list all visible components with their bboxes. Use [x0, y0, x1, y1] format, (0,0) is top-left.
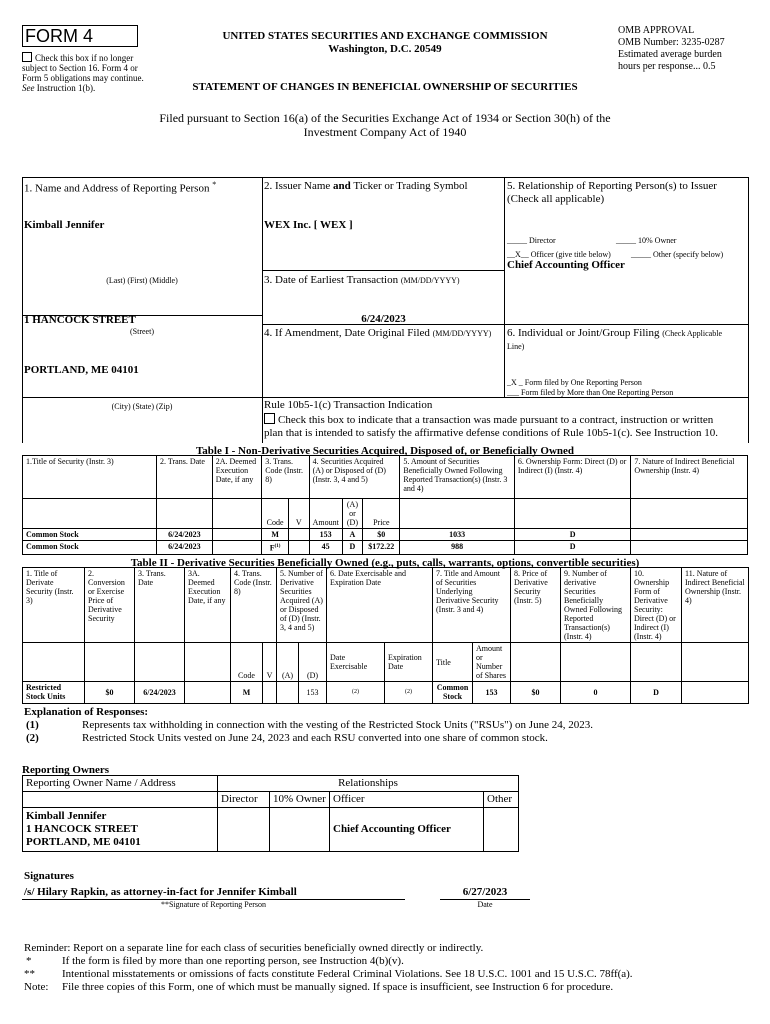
- reporting-owners-table: Reporting Owner Name / Address Relationships Director 10% Owner Officer Other Kimball Jennifer 1 HANCOCK STREET PORTLAND, ME 04101 Chief Accounting Officer: [22, 775, 519, 852]
- name-fields-label: (Last) (First) (Middle): [106, 276, 178, 285]
- table-row: Common Stock 6/24/2023 $F^{(1)}$ 45 D $172.22 988 D: [23, 541, 748, 555]
- box3-label: 3. Date of Earliest Transaction (MM/DD/YYYY): [264, 274, 460, 286]
- t1-h-deemed: 2A. Deemed Execution Date, if any: [212, 456, 261, 499]
- signature-date: 6/27/2023: [462, 886, 508, 898]
- signature-value: /s/ Hilary Rapkin, as attorney-in-fact for Jennifer Kimball: [24, 886, 297, 898]
- reporting-person-name: Kimball Jennifer: [24, 219, 105, 231]
- note-1-mark: *: [26, 955, 32, 967]
- officer-title: Chief Accounting Officer: [507, 259, 625, 271]
- rule-10b5-checkbox[interactable]: [264, 413, 275, 424]
- t1-sub-amount: Amount: [309, 499, 342, 529]
- table2: 1. Title of Derivate Security (Instr. 3) 2. Conversion or Exercise Price of Derivative Security 3. Trans. Date 3A. Deemed Execution Date, if any 4. Trans. Code (Instr. 8) 5. Number of Derivative Securities Acquired (A) or Disposed of (D) (Instr. 3, 4 and 5) 6. Date Exercisable and Expiration Date 7. Title and Amount of Securities Underlying Derivative Security (Instr. 3 and 4) 8. Price of Derivative Security (Instr. 5) 9. Number of derivative Securities Beneficially Owned Following Reported Transaction(s) (Instr. 4) 10. Ownership Form of Derivative Security: Direct (D) or Indirect (I) (Instr. 4) 11. Nature of Indirect Beneficial Ownership (Instr. 4) Code V (A) (D) Date Exercisable Expiration Date Title Amount or Number of Shares Restricted Stock Units $0 6/24/2023 M 153 (2) (2) Common Stock 153 $0 0 D: [22, 567, 749, 704]
- box4-label: 4. If Amendment, Date Original Filed (MM/DD/YYYY): [264, 327, 492, 339]
- t2-h-underlying: 7. Title and Amount of Securities Underlying Derivative Security (Instr. 3 and 4): [433, 568, 511, 643]
- explanation-text-2: Restricted Stock Units vested on June 24, 2023 and each RSU converted into one share of common stock.: [82, 732, 548, 744]
- note-1-text: If the form is filed by more than one reporting person, see Instruction 4(b)(v).: [62, 955, 404, 967]
- box2-label: 2. Issuer Name and Ticker or Trading Symbol: [264, 180, 468, 192]
- box1-label: 1. Name and Address of Reporting Person *: [24, 180, 217, 195]
- t1-sub-aord: (A) or (D): [342, 499, 363, 529]
- explanation-heading: Explanation of Responses:: [24, 706, 149, 718]
- multi-person-option: ___ Form filed by More than One Reporting Person: [507, 388, 674, 397]
- box6-label: 6. Individual or Joint/Group Filing (Check Applicable Line): [507, 327, 722, 351]
- omb-approval: OMB APPROVAL OMB Number: 3235-0287 Estimated average burden hours per response... 0.5: [618, 25, 725, 72]
- note-3-text: File three copies of this Form, one of which must be manually signed. If space is insufficient, see Instruction 6 for procedure.: [62, 981, 614, 993]
- table1-title: Table I - Non-Derivative Securities Acquired, Disposed of, or Beneficially Owned: [195, 445, 575, 457]
- agency-city: Washington, D.C. 20549: [328, 43, 442, 55]
- city-fields-label: (City) (State) (Zip): [111, 402, 173, 411]
- no-longer-subject-checkbox[interactable]: [22, 52, 32, 62]
- t2-h-owned: 9. Number of derivative Securities Beneficially Owned Following Reported Transaction(s) (Instr. 4): [561, 568, 631, 643]
- t1-h-title: 1.Title of Security (Instr. 3): [23, 456, 157, 499]
- relationships-header: Relationships: [218, 776, 519, 792]
- t1-h-owned: 5. Amount of Securities Beneficially Owned Following Reported Transaction(s) (Instr. 3 and 4): [400, 456, 514, 499]
- ten-percent-option: _____ 10% Owner: [616, 236, 677, 245]
- t2-h-number: 5. Number of Derivative Securities Acquired (A) or Disposed of (D) (Instr. 3, 4 and 5): [277, 568, 327, 643]
- statement-title: STATEMENT OF CHANGES IN BENEFICIAL OWNERSHIP OF SECURITIES: [192, 81, 578, 93]
- agency-name: UNITED STATES SECURITIES AND EXCHANGE COMMISSION: [222, 30, 548, 42]
- t1-h-form: 6. Ownership Form: Direct (D) or Indirect (I) (Instr. 4): [514, 456, 631, 499]
- filed-pursuant: Filed pursuant to Section 16(a) of the Securities Exchange Act of 1934 or Section 30(h) of the Investment Company Act of 1940: [159, 111, 611, 139]
- t1-sub-code: Code: [262, 499, 289, 529]
- note-3-mark: Note:: [24, 981, 49, 993]
- signature-label: **Signature of Reporting Person: [160, 900, 267, 909]
- t2-h-exercisable: 6. Date Exercisable and Expiration Date: [327, 568, 433, 643]
- t1-h-code: 3. Trans. Code (Instr. 8): [262, 456, 309, 499]
- explanation-text-1: Represents tax withholding in connection with the vesting of the Restricted Stock Units ("RSUs") on June 24, 2023.: [82, 719, 593, 731]
- rule-10b5-text: Check this box to indicate that a transaction was made pursuant to a contract, instruction or written plan that is intended to satisfy the affirmative defense conditions of Rule 10b5-1(c). See Instruction 10.: [264, 414, 719, 439]
- t2-h-deemed: 3A. Deemed Execution Date, if any: [185, 568, 231, 643]
- one-person-option: _X _ Form filed by One Reporting Person: [507, 378, 642, 387]
- t2-h-code: 4. Trans. Code (Instr. 8): [231, 568, 277, 643]
- explanation-num-2: (2): [26, 732, 39, 744]
- table-row: Restricted Stock Units $0 6/24/2023 M 153 (2) (2) Common Stock 153 $0 0 D: [23, 682, 749, 704]
- reminder-text: Reminder: Report on a separate line for each class of securities beneficially owned directly or indirectly.: [24, 942, 484, 954]
- table2-title: Table II - Derivative Securities Beneficially Owned (e.g., puts, calls, warrants, options, convertible securities): [130, 557, 640, 569]
- explanation-num-1: (1): [26, 719, 39, 731]
- form-title-box: [22, 25, 138, 47]
- reporting-person-street: 1 HANCOCK STREET: [24, 314, 136, 326]
- t1-sub-price: Price: [363, 499, 400, 529]
- table-row: Common Stock 6/24/2023 M 153 A $0 1033 D: [23, 529, 748, 541]
- note-2-text: Intentional misstatements or omissions of facts constitute Federal Criminal Violations. See 18 U.S.C. 1001 and 15 U.S.C. 78ff(a).: [62, 968, 633, 980]
- owner-row: Kimball Jennifer 1 HANCOCK STREET PORTLAND, ME 04101 Chief Accounting Officer: [23, 808, 519, 852]
- signatures-heading: Signatures: [24, 870, 74, 882]
- box5-label: 5. Relationship of Reporting Person(s) to Issuer (Check all applicable): [507, 180, 717, 205]
- note-2-mark: **: [24, 968, 35, 980]
- rule-10b5-title: Rule 10b5-1(c) Transaction Indication: [264, 399, 433, 411]
- date-label: Date: [477, 900, 493, 909]
- reporting-person-city: PORTLAND, ME 04101: [24, 364, 139, 376]
- t2-h-price: 8. Price of Derivative Security (Instr. 5): [511, 568, 561, 643]
- owner-name-header: Reporting Owner Name / Address: [23, 776, 218, 792]
- street-label: (Street): [130, 327, 154, 336]
- t1-h-acquired: 4. Securities Acquired (A) or Disposed of (D) (Instr. 3, 4 and 5): [309, 456, 400, 499]
- t2-h-date: 3. Trans. Date: [135, 568, 185, 643]
- officer-option: __X__ Officer (give title below): [507, 250, 611, 259]
- t1-h-date: 2. Trans. Date: [157, 456, 213, 499]
- t2-h-form: 10. Ownership Form of Derivative Security: Direct (D) or Indirect (I) (Instr. 4): [631, 568, 682, 643]
- other-option: _____ Other (specify below): [631, 250, 724, 259]
- earliest-transaction-date: 6/24/2023: [361, 313, 406, 325]
- issuer-name: WEX Inc. [ WEX ]: [264, 219, 353, 231]
- t2-h-conversion: 2. Conversion or Exercise Price of Derivative Security: [85, 568, 135, 643]
- t1-sub-v: V: [289, 499, 310, 529]
- t1-h-nature: 7. Nature of Indirect Beneficial Ownership (Instr. 4): [631, 456, 748, 499]
- t2-h-nature: 11. Nature of Indirect Beneficial Ownership (Instr. 4): [682, 568, 749, 643]
- table1: [22, 455, 748, 555]
- reporting-owners-heading: Reporting Owners: [22, 764, 110, 776]
- form-title: FORM 4: [25, 26, 94, 46]
- t2-h-title: 1. Title of Derivate Security (Instr. 3): [23, 568, 85, 643]
- director-option: _____ Director: [507, 236, 556, 245]
- no-longer-subject-note: Check this box if no longer subject to Section 16. Form 4 or Form 5 obligations may continue. See Instruction 1(b).: [22, 53, 144, 93]
